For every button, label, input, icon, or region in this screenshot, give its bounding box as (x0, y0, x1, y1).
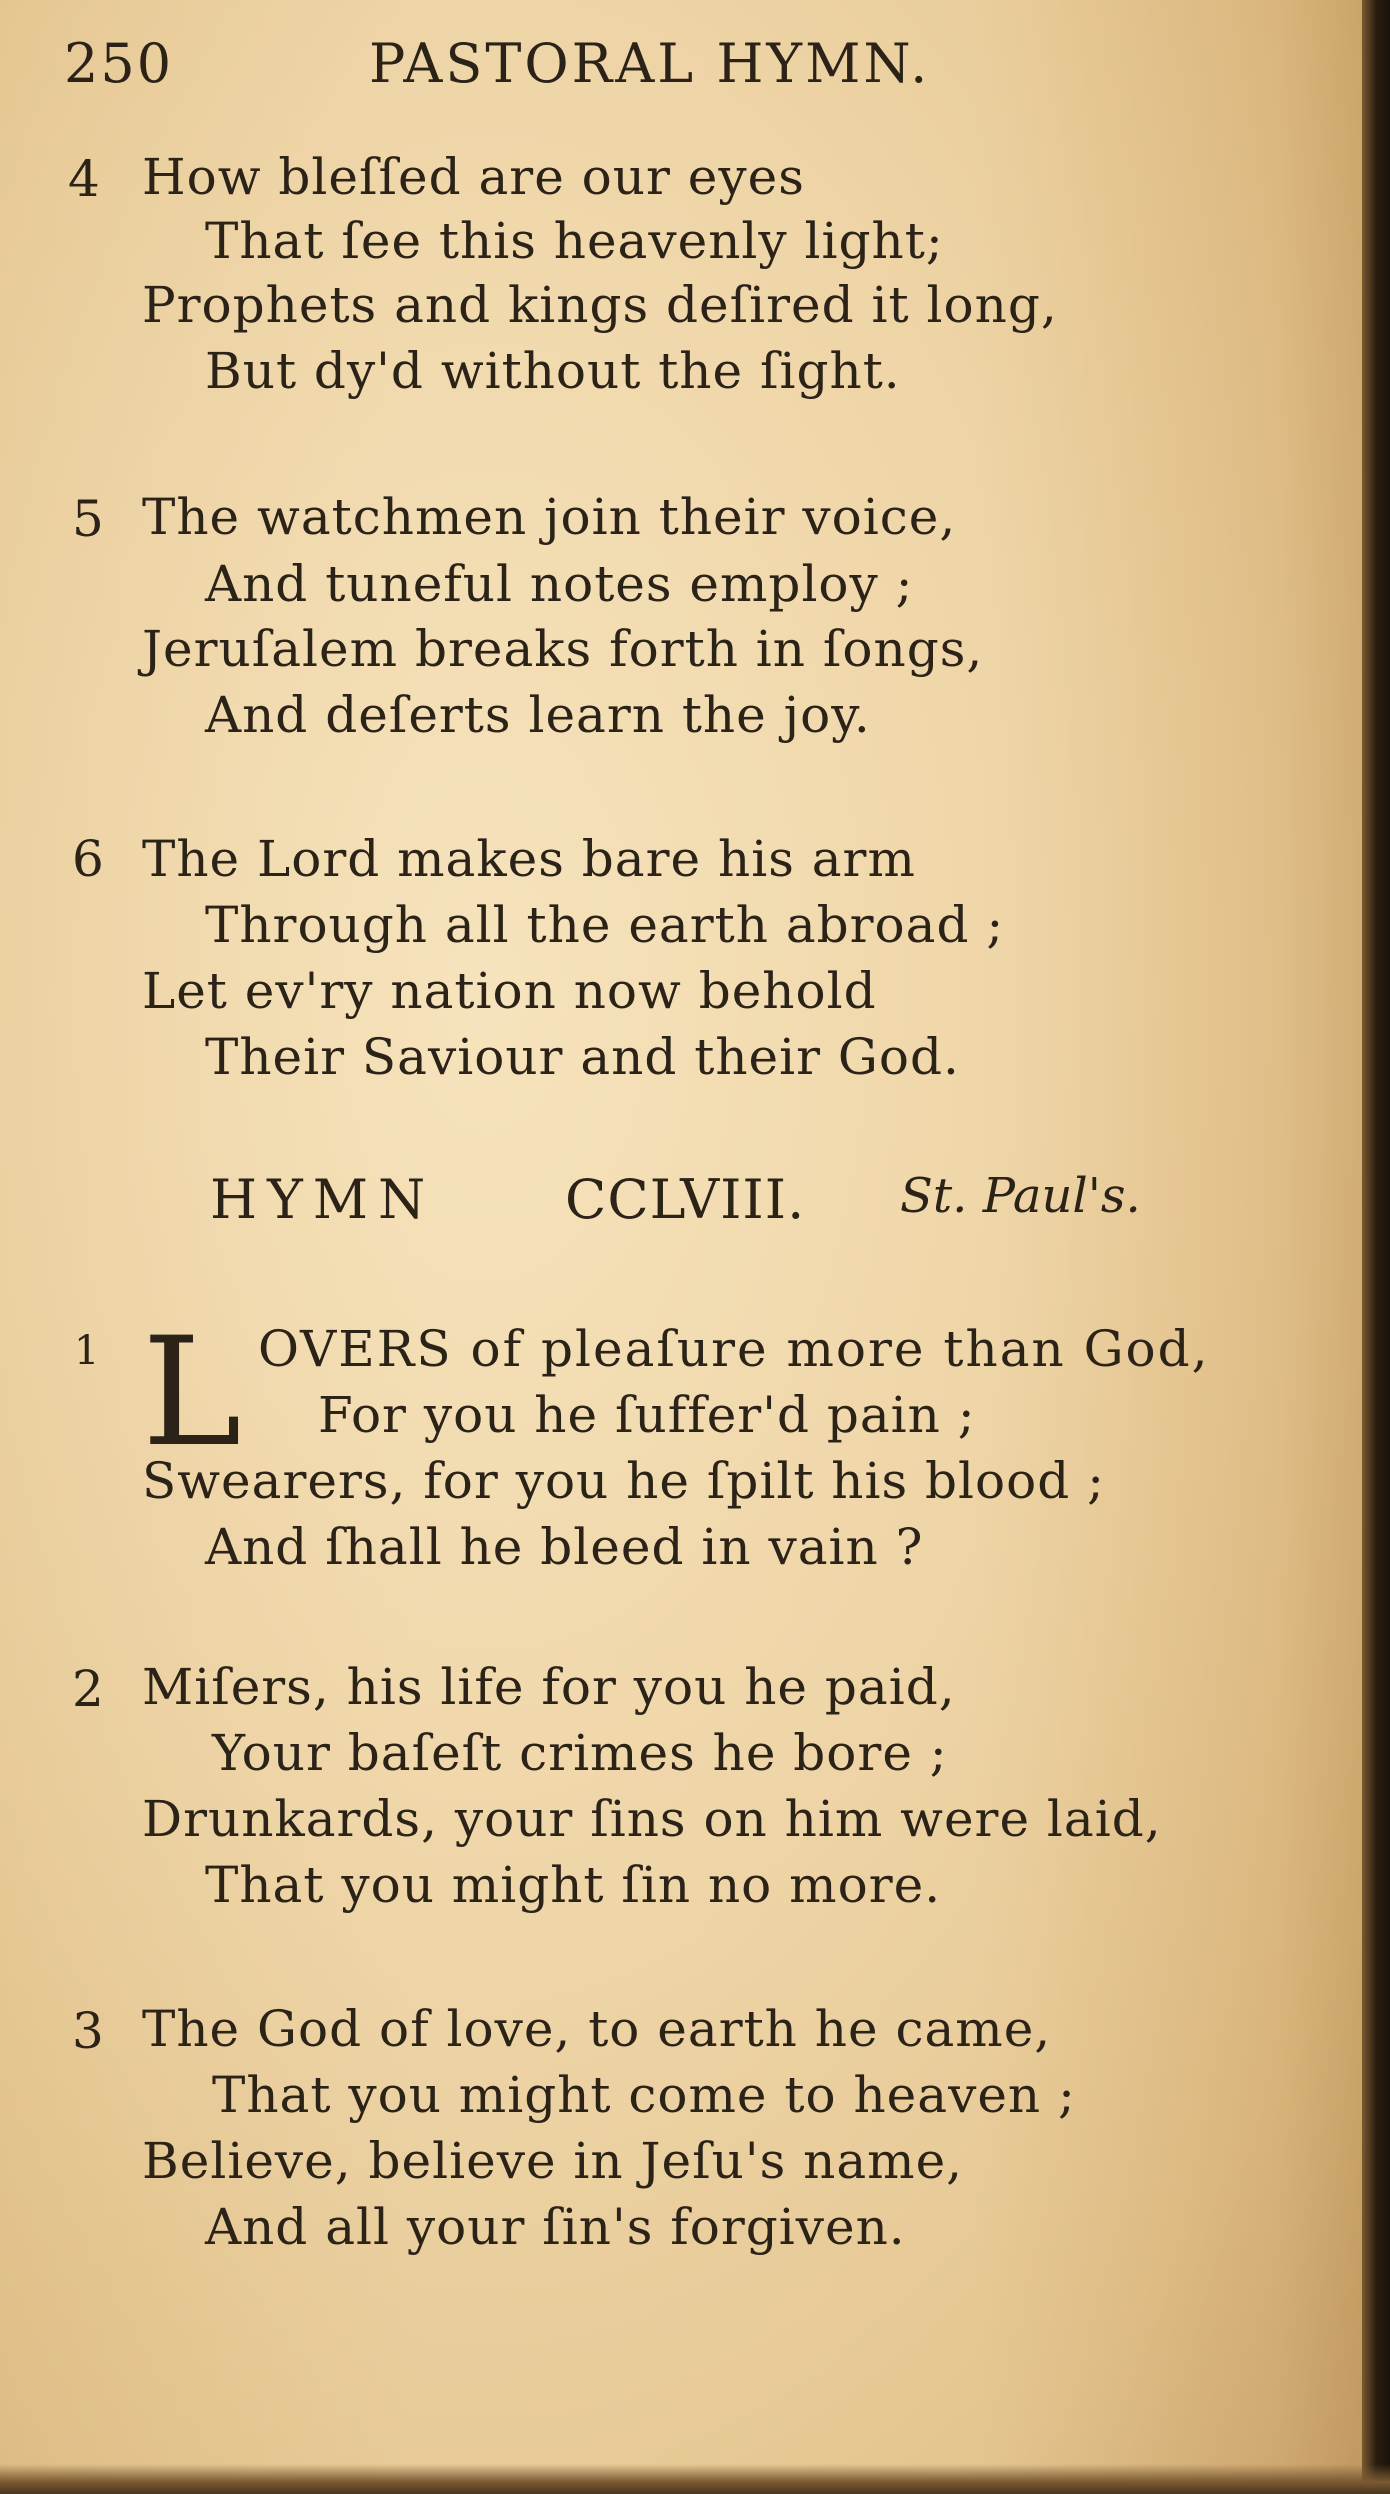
verse-line: Drunkards, your ſins on him were laid, (142, 1790, 1162, 1848)
verse-line: That you might come to heaven ; (212, 2066, 1076, 2124)
verse-line: Through all the earth abroad ; (205, 896, 1005, 954)
hymn-tune: St. Paul's. (900, 1168, 1141, 1224)
verse-line: The Lord makes bare his arm (142, 830, 916, 888)
drop-cap: L (142, 1306, 242, 1480)
verse-line: Swearers, for you he ſpilt his blood ; (142, 1452, 1105, 1510)
verse-line: How bleſſed are our eyes (142, 148, 805, 206)
verse-line: And deſerts learn the joy. (205, 686, 871, 744)
page-number: 250 (64, 32, 174, 95)
verse-line: That ſee this heavenly light; (205, 212, 944, 270)
verse-line: Their Saviour and their God. (205, 1028, 960, 1086)
verse-line: But dy'd without the ſight. (205, 342, 901, 400)
stanza-number: 3 (72, 2002, 104, 2060)
verse-line: Your baſeſt crimes he bore ; (212, 1724, 948, 1782)
verse-line: Miſers, his life for you he paid, (142, 1658, 956, 1716)
page-bottom-shadow (0, 2464, 1390, 2494)
verse-line: The God of love, to earth he came, (142, 2000, 1052, 2058)
verse-line: And tuneful notes employ ; (205, 555, 914, 613)
hymn-number: CCLVIII. (565, 1168, 806, 1231)
stanza-number: 1 (74, 1328, 100, 1374)
verse-line: Jeruſalem breaks forth in ſongs, (142, 620, 984, 678)
stanza-number: 6 (72, 830, 104, 888)
verse-line: For you he ſuffer'd pain ; (318, 1386, 976, 1444)
running-head (64, 32, 1324, 102)
stanza-number: 4 (68, 150, 100, 208)
verse-line: That you might ſin no more. (205, 1856, 942, 1914)
stanza-number: 2 (72, 1660, 104, 1718)
verse-line: And ſhall he bleed in vain ? (205, 1518, 924, 1576)
verse-line: Let ev'ry nation now behold (142, 962, 877, 1020)
hymn-title: HYMN (210, 1168, 436, 1231)
hymn-heading (210, 1168, 1210, 1238)
verse-line: The watchmen join their voice, (142, 488, 957, 546)
verse-line: And all your ſin's forgiven. (205, 2198, 906, 2256)
verse-line: Believe, believe in Jeſu's name, (142, 2132, 964, 2190)
verse-line: Prophets and kings deſired it long, (142, 276, 1058, 334)
page-edge-shadow (1362, 0, 1390, 2494)
running-title: PASTORAL HYMN. (369, 32, 931, 95)
verse-line: OVERS of pleaſure more than God, (258, 1320, 1210, 1378)
stanza-number: 5 (72, 490, 104, 548)
